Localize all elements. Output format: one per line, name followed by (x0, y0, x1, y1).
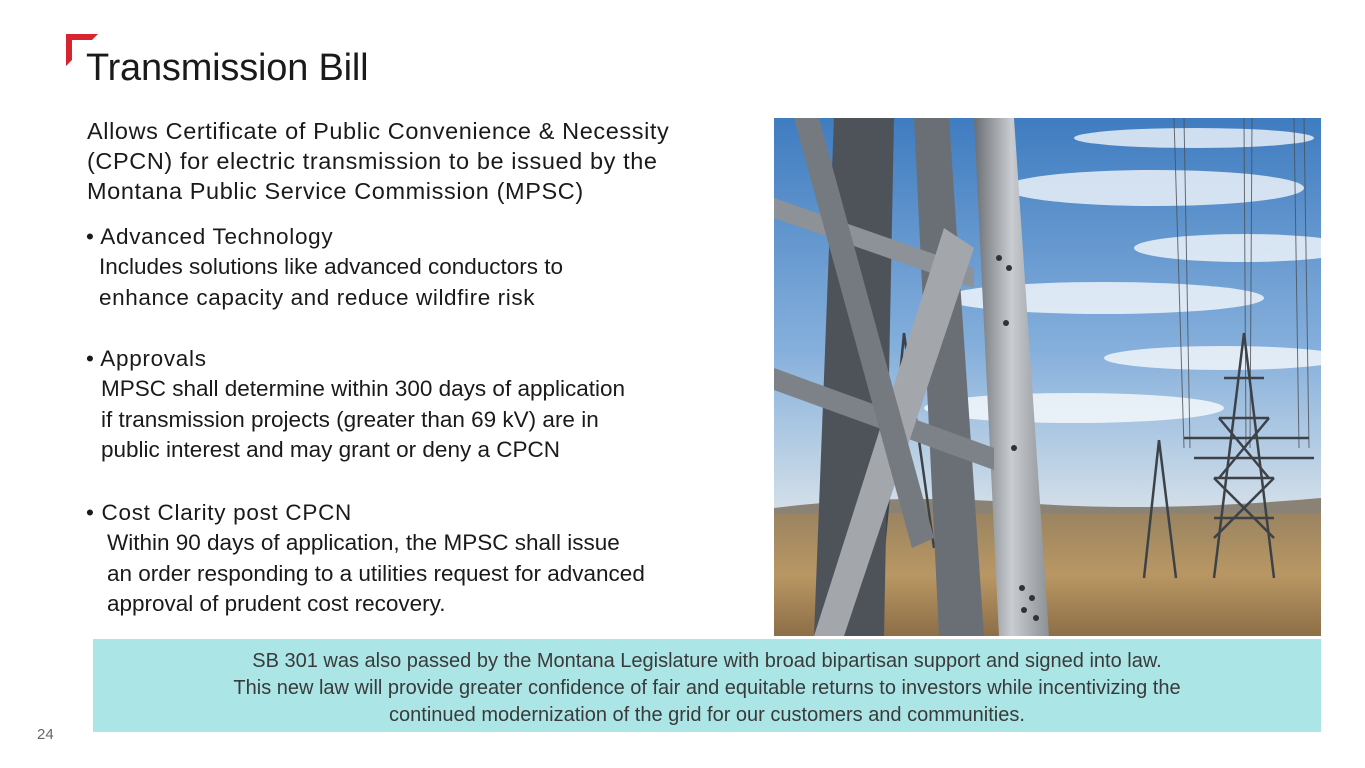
bullet-heading: • Advanced Technology (86, 224, 334, 249)
slide-title: Transmission Bill (86, 47, 369, 89)
bullet-body-line: Within 90 days of application, the MPSC shall issue (107, 530, 620, 555)
callout-line: continued modernization of the grid for our customers and communities. (389, 704, 1025, 726)
intro-line: (CPCN) for electric transmission to be issued by the (87, 148, 658, 174)
sb301-callout (93, 639, 1321, 732)
bullet-body-line: public interest and may grant or deny a CPCN (101, 437, 560, 462)
bullet-body (86, 252, 766, 313)
bullet-heading: • Cost Clarity post CPCN (86, 500, 352, 525)
bullet-body-line: approval of prudent cost recovery. (107, 591, 446, 616)
intro-line: Montana Public Service Commission (MPSC) (87, 178, 584, 204)
bullet-advanced-technology (86, 222, 766, 313)
transmission-towers-photo (774, 118, 1321, 636)
intro-line: Allows Certificate of Public Convenience & Necessity (87, 118, 670, 144)
bullet-cost-clarity (86, 498, 766, 620)
bullet-body-line: Includes solutions like advanced conductors to (99, 254, 564, 279)
page-number: 24 (37, 726, 54, 743)
intro-text (87, 116, 767, 206)
callout-line: SB 301 was also passed by the Montana Legislature with broad bipartisan support and signed into law. (252, 650, 1162, 672)
bullet-body (86, 374, 766, 466)
bullet-body-line: MPSC shall determine within 300 days of application (101, 376, 626, 401)
bullet-body (86, 528, 766, 620)
bullet-body-line: an order responding to a utilities request for advanced (107, 560, 645, 586)
bullet-heading: • Approvals (86, 346, 207, 371)
bullet-approvals (86, 344, 766, 466)
bullet-body-line: enhance capacity and reduce wildfire risk (99, 284, 536, 310)
bullet-body-line: if transmission projects (greater than 69 kV) are in (101, 406, 599, 432)
callout-line: This new law will provide greater confidence of fair and equitable returns to investors while incentivizing the (233, 677, 1181, 699)
